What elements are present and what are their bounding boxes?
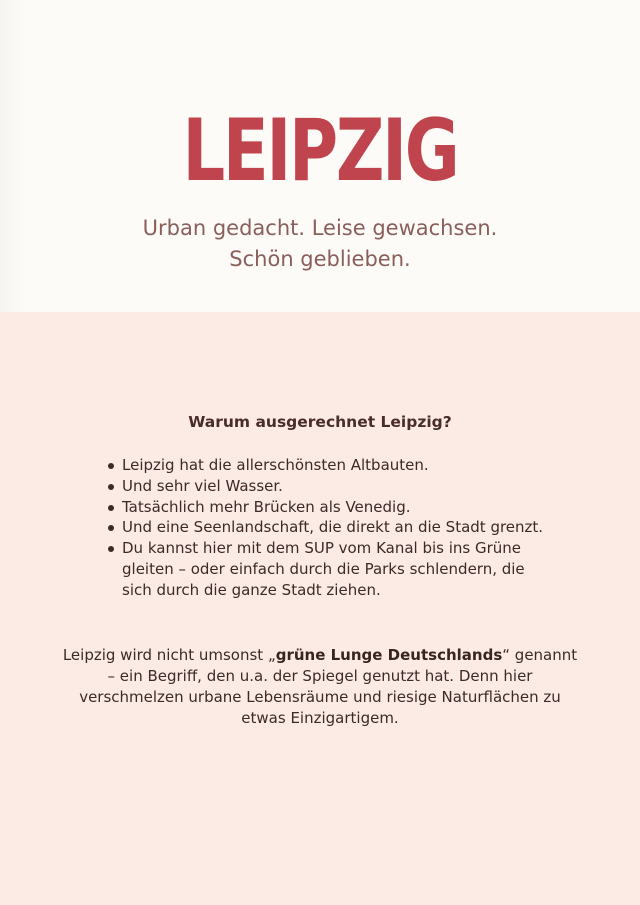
paragraph-highlight: grüne Lunge Deutschlands (275, 646, 503, 664)
list-item (122, 455, 552, 476)
section-heading: Warum ausgerechnet Leipzig? (188, 413, 452, 431)
subtitle (0, 213, 640, 275)
list-item (122, 497, 552, 518)
reasons-list (104, 455, 552, 601)
bullet-icon (108, 463, 114, 469)
bullet-icon (108, 484, 114, 490)
list-item (122, 538, 552, 600)
list-item-text: Und sehr viel Wasser. (122, 476, 283, 495)
closing-paragraph (60, 645, 580, 729)
list-item-text: Und eine Seenlandschaft, die direkt an die Stadt grenzt. (122, 518, 544, 537)
page-title: LEIPZIG (182, 101, 458, 201)
list-item-text: Leipzig hat die allerschönsten Altbauten. (122, 456, 429, 474)
bullet-icon (108, 546, 114, 552)
paragraph-prefix: Leipzig wird nicht umsonst „ (62, 646, 276, 664)
subtitle-line-1: Urban gedacht. Leise gewachsen. (142, 216, 498, 240)
bullet-icon (108, 505, 114, 511)
list-item (122, 476, 552, 497)
subtitle-line-2: Schön geblieben. (229, 247, 411, 271)
content-section (0, 312, 640, 905)
list-item-text: Du kannst hier mit dem SUP vom Kanal bis ins Grüne gleiten – oder einfach durch die Parks schlendern, die sich durch die ganze Stadt ziehen. (122, 539, 525, 599)
list-item-text: Tatsächlich mehr Brücken als Venedig. (122, 497, 411, 516)
list-item (122, 517, 552, 538)
paragraph-suffix: “ genannt – ein Begriff, den u.a. der Spiegel genutzt hat. Denn hier verschmelzen urbane Lebensräume und riesige Naturflächen zu etwas Einzigartigem. (79, 646, 578, 727)
bullet-icon (108, 525, 114, 531)
